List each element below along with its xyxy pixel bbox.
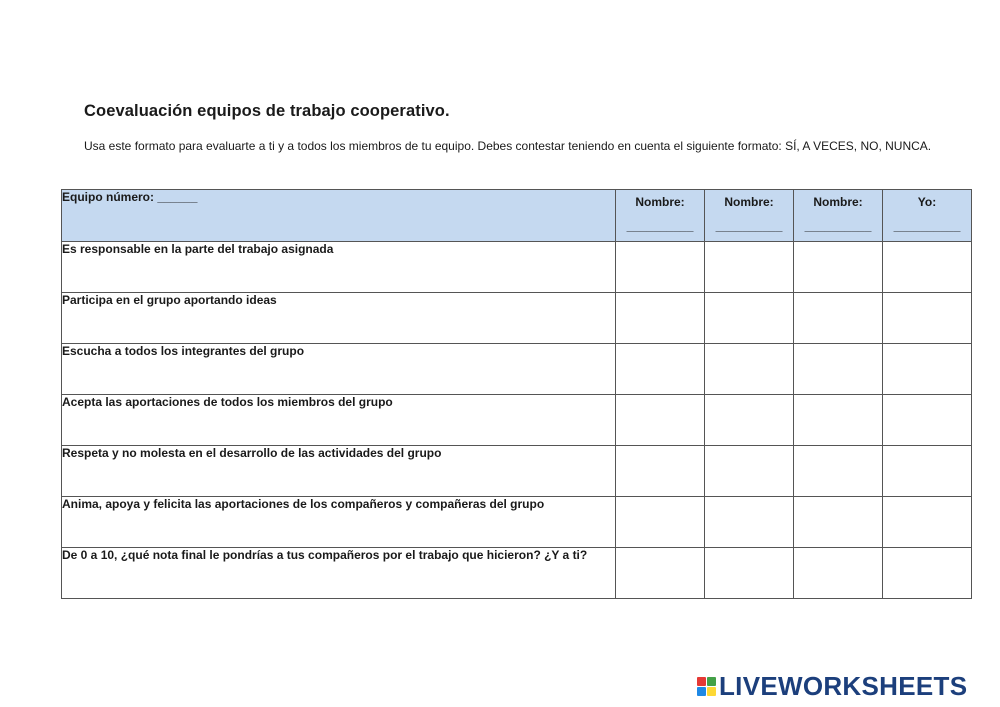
answer-cell[interactable] xyxy=(705,446,794,497)
liveworksheets-mark-icon xyxy=(697,677,716,696)
document-title: Coevaluación equipos de trabajo cooperativo. xyxy=(84,102,450,120)
column-label: Yo: xyxy=(917,195,937,209)
name-blank[interactable]: __________ xyxy=(804,219,872,233)
answer-cell[interactable] xyxy=(616,344,705,395)
answer-cell[interactable] xyxy=(705,293,794,344)
answer-cell[interactable] xyxy=(705,497,794,548)
answer-cell[interactable] xyxy=(883,548,972,599)
table-row xyxy=(62,395,972,446)
answer-cell[interactable] xyxy=(883,293,972,344)
answer-cell[interactable] xyxy=(705,395,794,446)
name-blank[interactable]: __________ xyxy=(715,219,783,233)
column-header-member-3 xyxy=(794,190,883,242)
liveworksheets-logo[interactable] xyxy=(697,672,967,700)
instructions-text: Usa este formato para evaluarte a ti y a todos los miembros de tu equipo. Debes contestar teniendo en cuenta el siguiente formato: SÍ, A VECES, NO, NUNCA. xyxy=(84,139,932,153)
logo-square xyxy=(707,687,716,696)
criterion-label: De 0 a 10, ¿qué nota final le pondrías a tus compañeros por el trabajo que hicieron? ¿Y a ti? xyxy=(62,548,616,599)
answer-cell[interactable] xyxy=(883,446,972,497)
answer-cell[interactable] xyxy=(794,242,883,293)
answer-cell[interactable] xyxy=(616,497,705,548)
answer-cell[interactable] xyxy=(794,548,883,599)
answer-cell[interactable] xyxy=(794,395,883,446)
answer-cell[interactable] xyxy=(616,548,705,599)
table-row xyxy=(62,497,972,548)
logo-text: LIVEWORKSHEETS xyxy=(719,670,968,701)
criterion-label: Es responsable en la parte del trabajo asignada xyxy=(62,242,616,293)
answer-cell[interactable] xyxy=(616,395,705,446)
criterion-label: Participa en el grupo aportando ideas xyxy=(62,293,616,344)
coevaluation-table xyxy=(61,189,972,599)
table-row xyxy=(62,293,972,344)
column-header-member-1 xyxy=(616,190,705,242)
team-number-label: Equipo número: ______ xyxy=(62,190,616,242)
name-blank[interactable]: __________ xyxy=(893,219,961,233)
answer-cell[interactable] xyxy=(794,446,883,497)
column-label: Nombre: xyxy=(635,195,685,209)
answer-cell[interactable] xyxy=(705,344,794,395)
answer-cell[interactable] xyxy=(794,293,883,344)
table-row xyxy=(62,344,972,395)
answer-cell[interactable] xyxy=(794,344,883,395)
name-blank[interactable]: __________ xyxy=(626,219,694,233)
column-header-self xyxy=(883,190,972,242)
table-header-row xyxy=(62,190,972,242)
column-header-member-2 xyxy=(705,190,794,242)
criterion-label: Anima, apoya y felicita las aportaciones de los compañeros y compañeras del grupo xyxy=(62,497,616,548)
answer-cell[interactable] xyxy=(616,242,705,293)
answer-cell[interactable] xyxy=(794,497,883,548)
column-label: Nombre: xyxy=(813,195,863,209)
logo-square xyxy=(707,677,716,686)
logo-square xyxy=(697,677,706,686)
answer-cell[interactable] xyxy=(883,344,972,395)
criterion-label: Escucha a todos los integrantes del grupo xyxy=(62,344,616,395)
answer-cell[interactable] xyxy=(883,242,972,293)
table-row xyxy=(62,242,972,293)
table-row xyxy=(62,446,972,497)
answer-cell[interactable] xyxy=(616,293,705,344)
logo-square xyxy=(697,687,706,696)
criterion-label: Respeta y no molesta en el desarrollo de las actividades del grupo xyxy=(62,446,616,497)
answer-cell[interactable] xyxy=(705,548,794,599)
table-row xyxy=(62,548,972,599)
answer-cell[interactable] xyxy=(883,497,972,548)
answer-cell[interactable] xyxy=(705,242,794,293)
answer-cell[interactable] xyxy=(616,446,705,497)
answer-cell[interactable] xyxy=(883,395,972,446)
column-label: Nombre: xyxy=(724,195,774,209)
criterion-label: Acepta las aportaciones de todos los miembros del grupo xyxy=(62,395,616,446)
